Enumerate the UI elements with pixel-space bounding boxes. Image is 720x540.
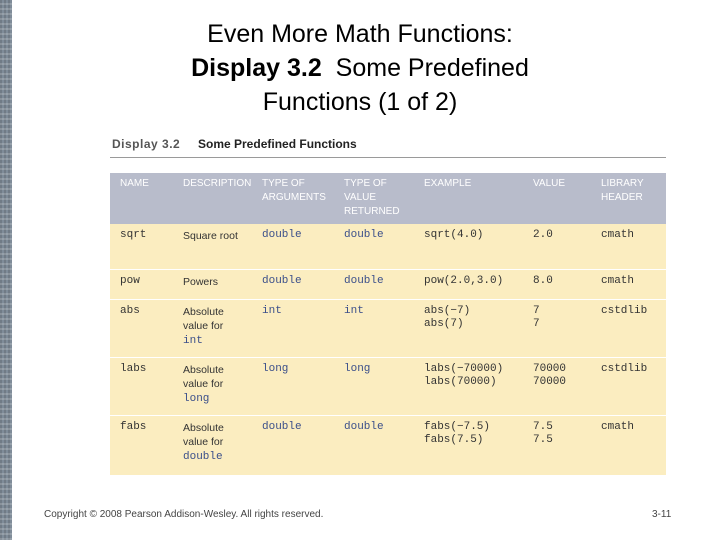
cell-library: cstdlib	[591, 357, 666, 415]
cell-library: cmath	[591, 269, 666, 299]
table-row	[110, 357, 666, 415]
cell-name: sqrt	[120, 229, 147, 241]
description-keyword: int	[183, 334, 203, 347]
title-line-3: Functions (1 of 2)	[262, 88, 458, 116]
cell-library: cstdlib	[591, 299, 666, 357]
table-row	[110, 269, 666, 299]
cell-description	[173, 415, 252, 475]
example-line: fabs(−7.5)	[424, 420, 491, 433]
cell-return-type: double	[334, 269, 414, 299]
cell-example	[414, 269, 523, 299]
cell-name: fabs	[110, 415, 173, 475]
header-name: NAME	[110, 173, 173, 224]
value-line: 7	[533, 317, 540, 330]
cell-library: cmath	[591, 415, 666, 475]
cell-return-type: int	[334, 299, 414, 357]
header-library-header: LIBRARY HEADER	[591, 173, 666, 224]
cell-return-type: double	[344, 229, 384, 241]
cell-description: Square root	[183, 230, 238, 242]
description-text: Absolute value for	[183, 305, 224, 332]
header-example: EXAMPLE	[414, 173, 523, 224]
example-line: abs(−7)	[424, 304, 471, 317]
title-line-2-text: Some Predefined	[335, 54, 529, 82]
description-text: Absolute value for	[183, 363, 224, 390]
value-line: 7	[533, 304, 540, 317]
cell-description	[173, 357, 252, 415]
cell-value	[523, 357, 591, 415]
cell-example	[414, 224, 523, 269]
value-line: 70000	[533, 375, 567, 388]
title-line-1: Even More Math Functions:	[207, 20, 513, 48]
cell-name: labs	[110, 357, 173, 415]
display-caption: Some Predefined Functions	[198, 137, 357, 151]
example-line: labs(70000)	[424, 375, 497, 388]
display-number: Display 3.2	[112, 137, 181, 151]
example-line: pow(2.0,3.0)	[424, 274, 504, 287]
title-line-2	[120, 51, 600, 85]
cell-return-type: double	[334, 415, 414, 475]
table-header-row	[110, 173, 666, 224]
cell-arg-type: double	[252, 269, 334, 299]
cell-example	[414, 415, 523, 475]
example-line: labs(−70000)	[424, 362, 504, 375]
example-line: fabs(7.5)	[424, 433, 484, 446]
title-display-number: Display 3.2	[191, 54, 322, 82]
value-line: 7.5	[533, 420, 553, 433]
cell-value	[523, 224, 591, 269]
cell-example	[414, 357, 523, 415]
cell-return-type: long	[334, 357, 414, 415]
display-header	[110, 137, 666, 158]
cell-value	[523, 299, 591, 357]
cell-arg-type: long	[252, 357, 334, 415]
cell-description: Powers	[173, 269, 252, 299]
header-type-of-value-returned: TYPE OF VALUE RETURNED	[334, 173, 414, 224]
example-line: sqrt(4.0)	[424, 229, 484, 241]
predefined-functions-table	[110, 173, 666, 475]
cell-arg-type: int	[252, 299, 334, 357]
header-type-of-arguments: TYPE OF ARGUMENTS	[252, 173, 334, 224]
description-keyword: long	[183, 392, 210, 405]
value-line: 7.5	[533, 433, 553, 446]
header-description: DESCRIPTION	[173, 173, 252, 224]
copyright-text: Copyright © 2008 Pearson Addison-Wesley. All rights reserved.	[44, 509, 324, 520]
header-value: VALUE	[523, 173, 591, 224]
left-decorative-strip	[0, 0, 12, 540]
cell-value	[523, 269, 591, 299]
value-line: 70000	[533, 362, 567, 375]
cell-example	[414, 299, 523, 357]
value-line: 8.0	[533, 274, 553, 287]
cell-arg-type: double	[262, 229, 302, 241]
cell-description	[173, 299, 252, 357]
cell-value	[523, 415, 591, 475]
table-row	[110, 299, 666, 357]
description-text: Absolute value for	[183, 421, 224, 448]
slide-title	[120, 17, 600, 119]
page-number: 3-11	[652, 509, 672, 520]
cell-arg-type: double	[252, 415, 334, 475]
example-line: abs(7)	[424, 317, 464, 330]
table-row	[110, 224, 666, 269]
value-line: 2.0	[533, 229, 553, 241]
cell-name: pow	[110, 269, 173, 299]
cell-name: abs	[110, 299, 173, 357]
table-row	[110, 415, 666, 475]
description-keyword: double	[183, 450, 223, 463]
cell-library: cmath	[601, 229, 635, 241]
